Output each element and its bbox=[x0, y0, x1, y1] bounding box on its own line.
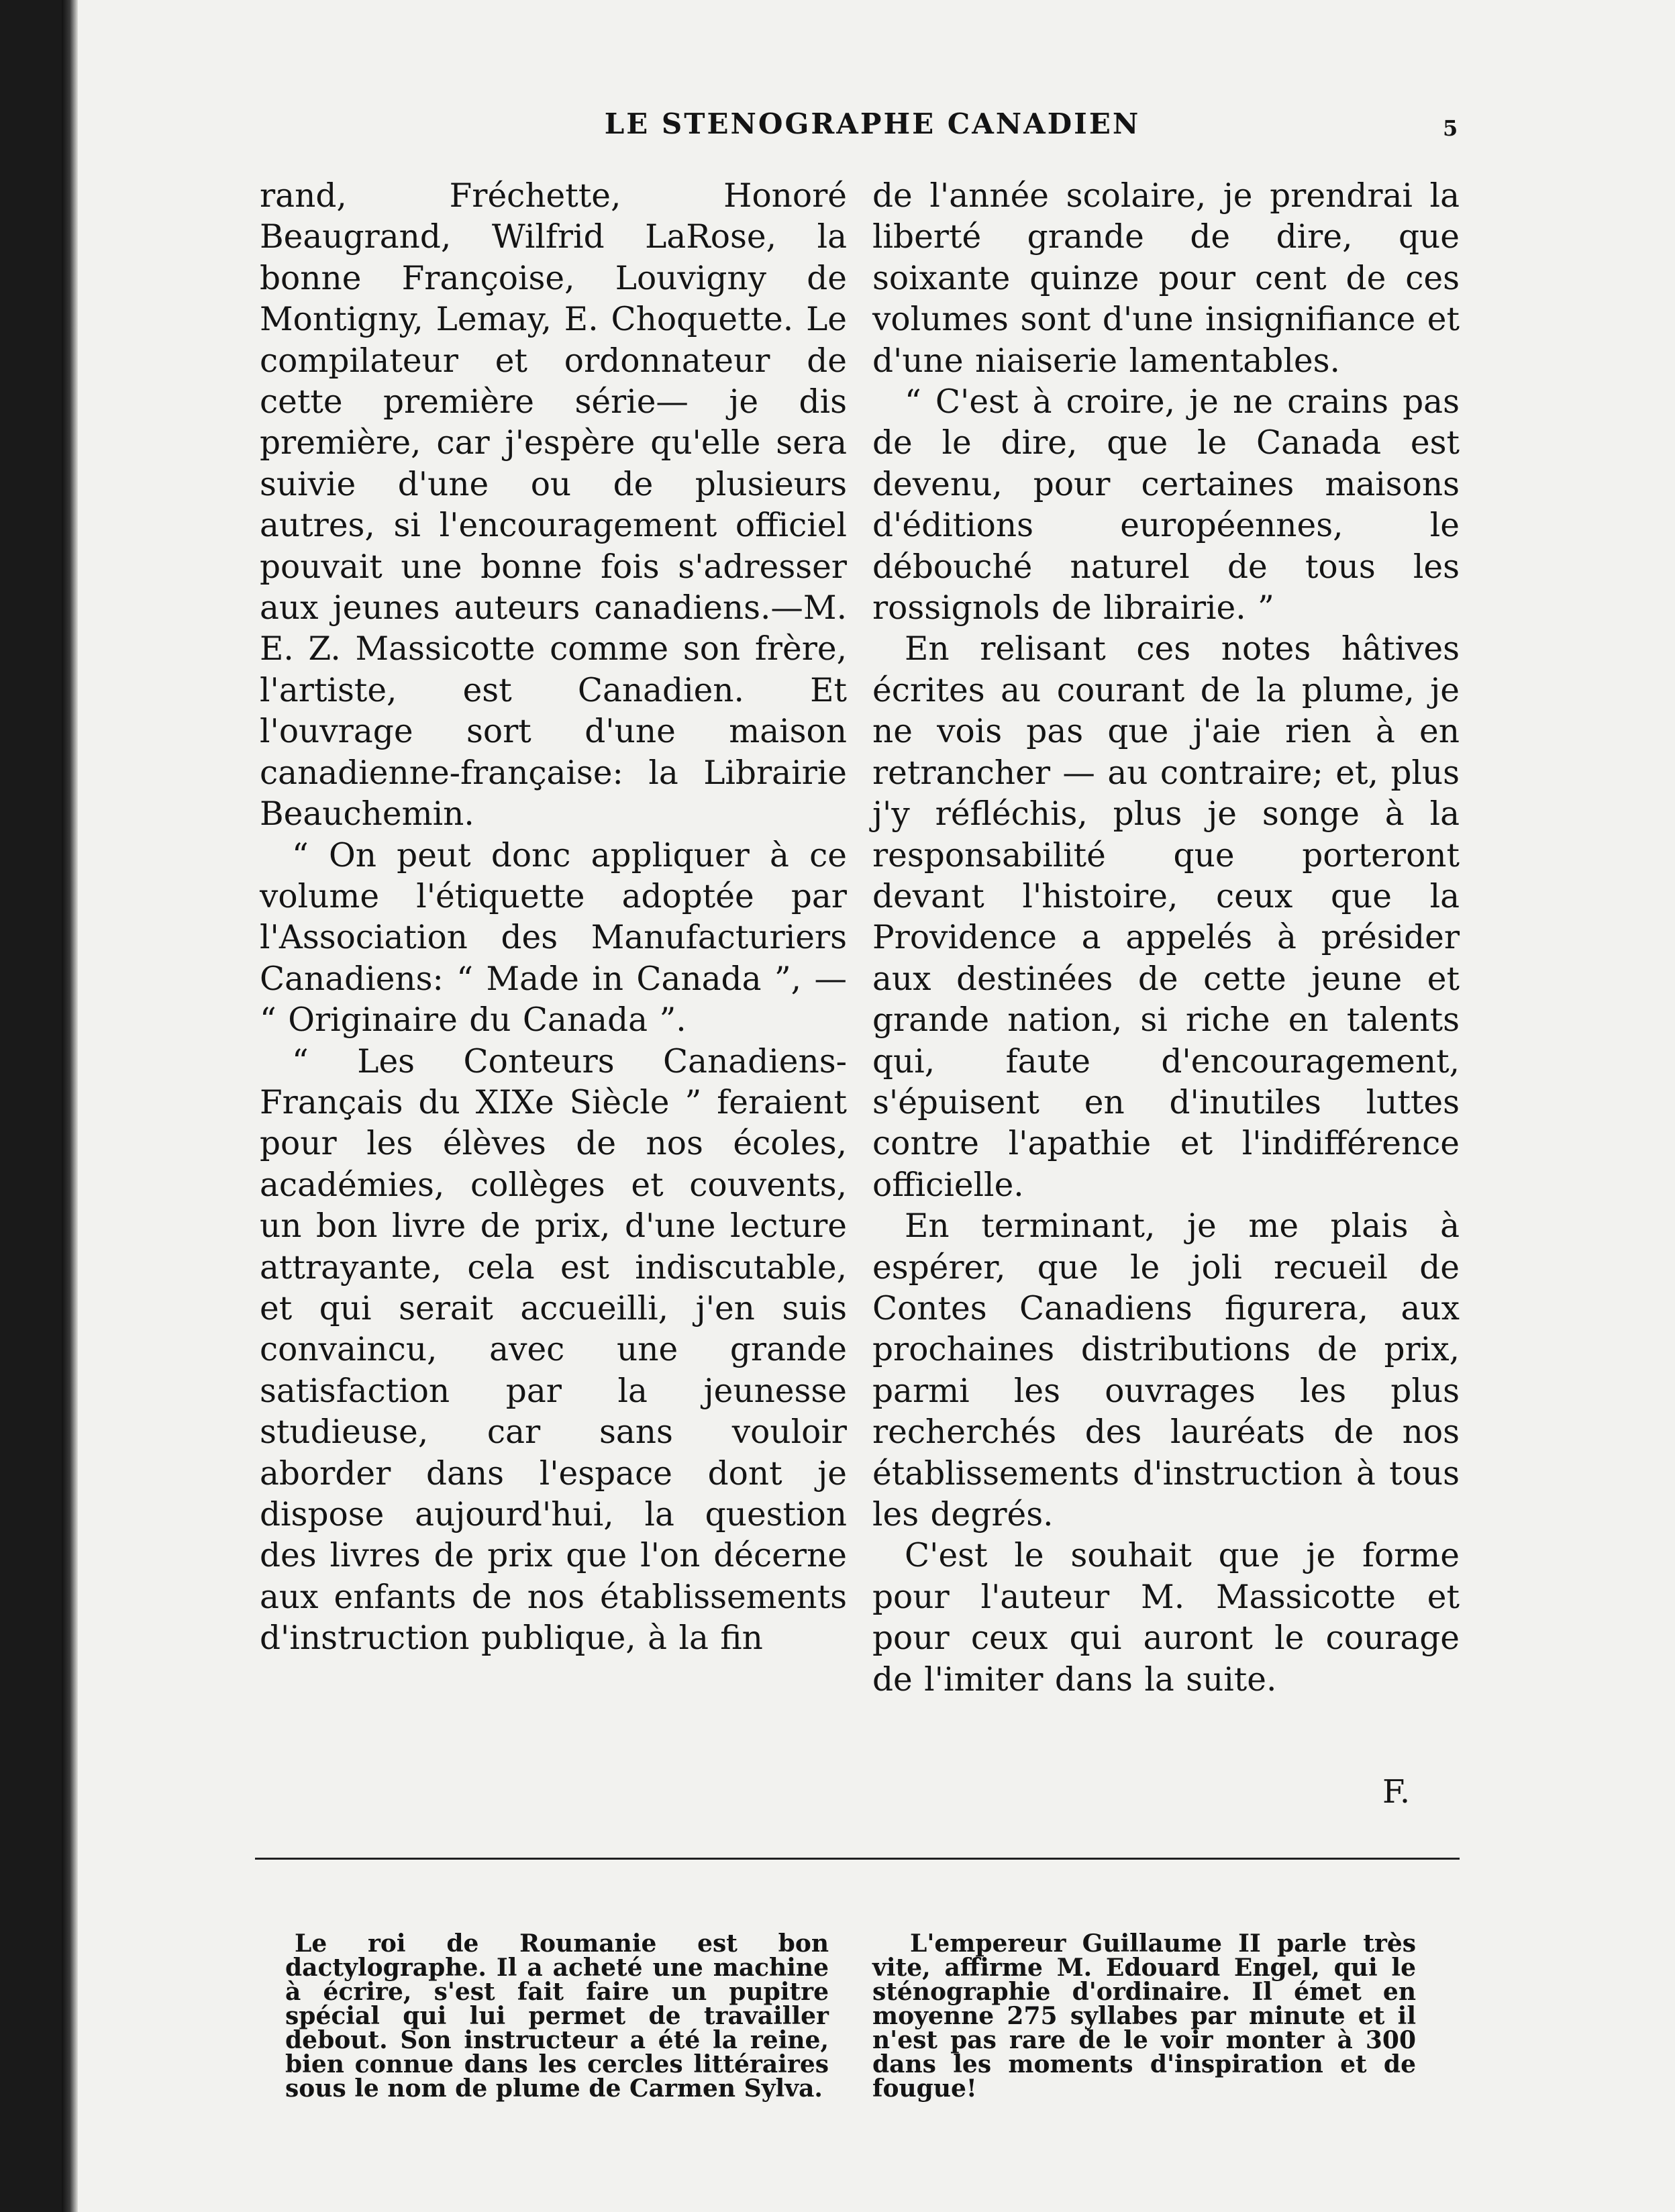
left-paragraph-2: “ On peut donc appliquer à ce volume l'étiquette adoptée par l'Association des Manufacturiers Canadiens: “ Made in Canada ”, — “ Originaire du Canada ”. bbox=[260, 836, 847, 1040]
page-gutter-shadow bbox=[62, 0, 78, 2212]
right-paragraph-5: C'est le souhait que je forme pour l'auteur M. Massicotte et pour ceux qui auront le courage de l'imiter dans la suite. bbox=[872, 1537, 1460, 1699]
running-title: LE STENOGRAPHE CANADIEN bbox=[604, 107, 1141, 140]
right-paragraph-2: “ C'est à croire, je ne crains pas de le dire, que le Canada est devenu, pour certaines maisons d'éditions européennes, le débouché naturel de tous les rossignols de librairie. ” bbox=[872, 383, 1460, 627]
footnote-left: Le roi de Roumanie est bon dactylographe. Il a acheté une machine à écrire, s'est fait faire un pupitre spécial qui lui permet de travailler debout. Son instructeur a été la reine, bien connue dans les cercles littéraires sous le nom de plume de Carmen Sylva. bbox=[285, 1929, 829, 2103]
page-number: 5 bbox=[1443, 115, 1458, 141]
left-paragraph-1: rand, Fréchette, Honoré Beaugrand, Wilfrid LaRose, la bonne Françoise, Louvigny de Montigny, Lemay, E. Choquette. Le compilateur et ordonnateur de cette première série— je dis première, car j'espère qu'elle sera suivie d'une ou de plusieurs autres, si l'encouragement officiel pouvait une bonne fois s'adresser aux jeunes auteurs canadiens.—M. E. Z. Massicotte comme son frère, l'artiste, est Canadien. Et l'ouvrage sort d'une maison canadienne-française: la Librairie Beauchemin. bbox=[260, 177, 847, 834]
footnote-divider bbox=[255, 1858, 1460, 1860]
right-column bbox=[872, 176, 1460, 1701]
right-paragraph-3: En relisant ces notes hâtives écrites au courant de la plume, je ne vois pas que j'aie rien à en retrancher — au contraire; et, plus j'y réfléchis, plus je songe à la responsabilité que porteront devant l'histoire, ceux que la Providence a appelés à présider aux destinées de cette jeune et grande nation, si riche en talents qui, faute d'encouragement, s'épuisent en d'inutiles luttes contre l'apathie et l'indifférence officielle. bbox=[872, 630, 1460, 1204]
left-column bbox=[260, 176, 847, 1660]
right-paragraph-1: de l'année scolaire, je prendrai la liberté grande de dire, que soixante quinze pour cent de ces volumes sont d'une insignifiance et d'une niaiserie lamentables. bbox=[872, 177, 1460, 380]
author-signature: F. bbox=[1382, 1773, 1411, 1811]
footnote-right: L'empereur Guillaume II parle très vite, affirme M. Edouard Engel, qui le sténographie d'ordinaire. Il émet en moyenne 275 syllabes par minute et il n'est pas rare de le voir monter à 300 dans les moments d'inspiration et de fougue! bbox=[872, 1929, 1416, 2103]
left-paragraph-3: “ Les Conteurs Canadiens-Français du XIXe Siècle ” feraient pour les élèves de nos écoles, académies, collèges et couvents, un bon livre de prix, d'une lecture attrayante, cela est indiscutable, et qui serait accueilli, j'en suis convaincu, avec une grande satisfaction par la jeunesse studieuse, car sans vouloir aborder dans l'espace dont je dispose aujourd'hui, la question des livres de prix que l'on décerne aux enfants de nos établissements d'instruction publique, à la fin bbox=[260, 1042, 847, 1658]
right-paragraph-4: En terminant, je me plais à espérer, que le joli recueil de Contes Canadiens figurera, aux prochaines distributions de prix, parmi les ouvrages les plus recherchés des lauréats de nos établissements d'instruction à tous les degrés. bbox=[872, 1207, 1460, 1534]
